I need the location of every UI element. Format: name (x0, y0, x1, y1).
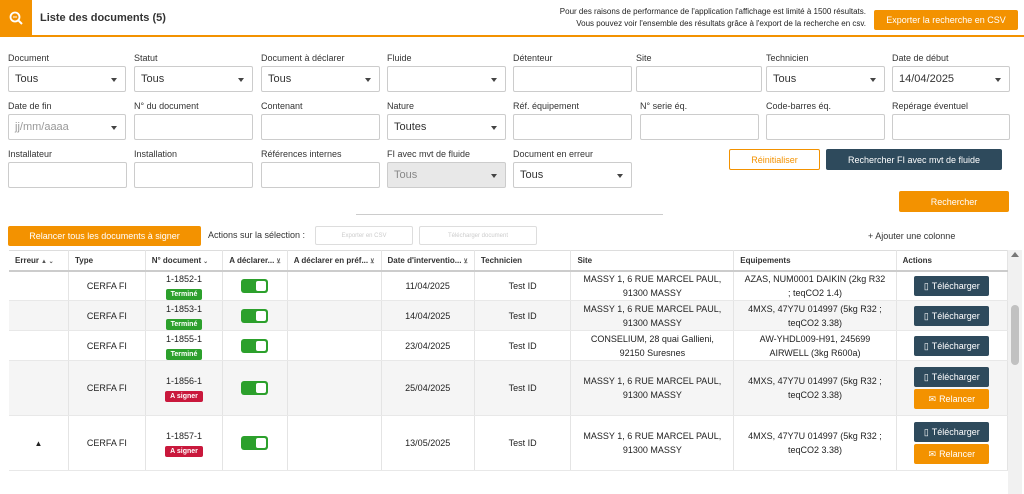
erreur-cell (9, 301, 69, 331)
search-button[interactable]: Rechercher (899, 191, 1009, 212)
site-cell: CONSELIUM, 28 quai Gallieni, 92150 Suresnes (571, 331, 734, 361)
doc-declarer-select[interactable]: Tous (261, 66, 380, 92)
site-input[interactable] (636, 66, 762, 92)
code-barres-input[interactable] (766, 114, 885, 140)
download-button[interactable]: ▯ Télécharger (914, 276, 989, 296)
equipements-cell: 4MXS, 47Y7U 014997 (5kg R32 ; teqCO2 3.38) (734, 301, 896, 331)
a-declarer-cell (223, 416, 287, 471)
document-select[interactable]: Tous (8, 66, 126, 92)
actions-cell (896, 301, 1007, 331)
performance-info: Pour des raisons de performance de l'application l'affichage est limité à 1500 résultats. Vous pouvez voir l'ensemble des résultats grâce à l'export de la recherche en csv. (559, 7, 866, 28)
num-document-label: N° du document (134, 101, 199, 111)
refs-internes-label: Références internes (261, 149, 342, 159)
status-badge: Terminé (166, 319, 203, 330)
a-declarer-cell (223, 361, 287, 416)
site-label: Site (636, 53, 652, 63)
num-document-cell (145, 416, 223, 471)
type-cell: CERFA FI (69, 271, 146, 301)
document-label: Document (8, 53, 50, 63)
num-serie-label: N° serie éq. (640, 101, 688, 111)
fi-mvt-select: Tous (387, 162, 506, 188)
chevron-down-icon[interactable]: ⌄ (203, 258, 209, 265)
fluide-label: Fluide (387, 53, 412, 63)
num-document-cell (145, 361, 223, 416)
technicien-cell: Test ID (474, 331, 571, 361)
date-fin-label: Date de fin (8, 101, 52, 111)
status-badge: A signer (165, 391, 203, 402)
download-icon: ▯ (923, 280, 929, 291)
installation-input[interactable] (134, 162, 253, 188)
table-header-row (9, 251, 1008, 271)
site-cell: MASSY 1, 6 RUE MARCEL PAUL, 91300 MASSY (571, 416, 734, 471)
actions-cell (896, 416, 1007, 471)
statut-label: Statut (134, 53, 158, 63)
col-date-intervention[interactable]: Date d'interventio... ⊻ (381, 251, 474, 271)
erreur-cell (9, 361, 69, 416)
erreur-cell (9, 416, 69, 471)
relancer-button[interactable]: ✉ Relancer (914, 389, 989, 409)
technicien-cell: Test ID (474, 416, 571, 471)
col-site[interactable]: Site (571, 251, 734, 271)
col-actions: Actions (896, 251, 1007, 271)
date-cell: 14/04/2025 (381, 301, 474, 331)
a-declarer-pref-cell (287, 416, 381, 471)
type-cell: CERFA FI (69, 331, 146, 361)
divider (356, 214, 663, 215)
download-icon: ▯ (923, 427, 929, 437)
doc-erreur-select[interactable]: Tous (513, 162, 632, 188)
a-declarer-toggle[interactable] (241, 309, 268, 323)
site-cell: MASSY 1, 6 RUE MARCEL PAUL, 91300 MASSY (571, 301, 734, 331)
num-serie-input[interactable] (640, 114, 759, 140)
installation-label: Installation (134, 149, 178, 159)
a-declarer-pref-cell (287, 271, 381, 301)
type-cell: CERFA FI (69, 301, 146, 331)
a-declarer-toggle[interactable] (241, 279, 268, 293)
type-cell: CERFA FI (69, 416, 146, 471)
download-button[interactable]: ▯ Télécharger (914, 367, 989, 387)
col-technicien[interactable]: Technicien (474, 251, 571, 271)
search-document-icon (0, 0, 32, 35)
date-cell: 13/05/2025 (381, 416, 474, 471)
status-badge: Terminé (166, 349, 203, 360)
warning-icon: ▲ (34, 438, 43, 448)
date-fin-input[interactable]: jj/mm/aaaa (8, 114, 126, 140)
erreur-cell (9, 331, 69, 361)
a-declarer-toggle[interactable] (241, 339, 268, 353)
a-declarer-toggle[interactable] (241, 436, 268, 450)
a-declarer-pref-cell (287, 301, 381, 331)
a-declarer-toggle[interactable] (241, 381, 268, 395)
actions-cell (896, 361, 1007, 416)
documents-table (9, 250, 1008, 471)
col-num-document[interactable]: N° document ⌄ (145, 251, 223, 271)
erreur-cell (9, 271, 69, 301)
detenteur-label: Détenteur (513, 53, 553, 63)
reperage-input[interactable] (892, 114, 1010, 140)
export-csv-button[interactable]: Exporter la recherche en CSV (874, 10, 1018, 30)
equipements-cell: 4MXS, 47Y7U 014997 (5kg R32 ; teqCO2 3.38) (734, 416, 896, 471)
filter-icon[interactable]: ⊻ (463, 258, 468, 265)
ref-equipement-input[interactable] (513, 114, 632, 140)
equipements-cell: AW-YHDL009-H91, 245699 AIRWELL (3kg R600a) (734, 331, 896, 361)
col-equipements[interactable]: Equipements (734, 251, 896, 271)
doc-declarer-label: Document à déclarer (261, 53, 345, 63)
technicien-cell: Test ID (474, 271, 571, 301)
num-document: 1-1853-1 (165, 303, 202, 314)
date-debut-label: Date de début (892, 53, 949, 63)
col-erreur[interactable]: Erreur ▲ ⌄ (9, 251, 69, 271)
add-column-link[interactable]: + Ajouter une colonne (868, 231, 956, 241)
reperage-label: Repérage éventuel (892, 101, 969, 111)
download-button[interactable]: ▯ Télécharger (914, 306, 989, 326)
date-cell: 23/04/2025 (381, 331, 474, 361)
a-declarer-pref-cell (287, 361, 381, 416)
table-row[interactable] (9, 331, 1008, 361)
export-selection-button[interactable]: Exporter en CSV (315, 226, 413, 245)
download-icon: ▯ (923, 310, 929, 321)
contenant-input[interactable] (261, 114, 380, 140)
download-selection-button[interactable]: Télécharger document (419, 226, 537, 245)
nature-select[interactable]: Toutes (387, 114, 506, 140)
status-badge: A signer (165, 446, 203, 457)
mail-icon: ✉ (928, 449, 937, 459)
scroll-thumb[interactable] (1011, 305, 1019, 365)
num-document-cell (145, 301, 223, 331)
num-document: 1-1857-1 (165, 431, 202, 441)
a-declarer-pref-cell (287, 331, 381, 361)
site-cell: MASSY 1, 6 RUE MARCEL PAUL, 91300 MASSY (571, 271, 734, 301)
detenteur-input[interactable] (513, 66, 632, 92)
ref-equipement-label: Réf. équipement (513, 101, 580, 111)
download-icon: ▯ (923, 340, 929, 351)
installateur-label: Installateur (8, 149, 53, 159)
actions-selection-label: Actions sur la sélection : (208, 230, 306, 240)
sort-icon[interactable]: ▲ ⌄ (41, 258, 54, 265)
date-cell: 25/04/2025 (381, 361, 474, 416)
num-document-cell (145, 331, 223, 361)
status-badge: Terminé (166, 289, 203, 300)
a-declarer-cell (223, 271, 287, 301)
technicien-label: Technicien (766, 53, 809, 63)
technicien-select[interactable]: Tous (766, 66, 885, 92)
date-cell: 11/04/2025 (381, 271, 474, 301)
col-type[interactable]: Type (69, 251, 146, 271)
contenant-label: Contenant (261, 101, 303, 111)
mail-icon: ✉ (928, 394, 937, 404)
col-a-declarer-pref[interactable]: A déclarer en préf... ⊻ (287, 251, 381, 271)
technicien-cell: Test ID (474, 301, 571, 331)
nature-label: Nature (387, 101, 415, 111)
type-cell: CERFA FI (69, 361, 146, 416)
download-icon: ▯ (923, 372, 929, 382)
scroll-up-icon[interactable] (1011, 252, 1019, 257)
filter-icon[interactable]: ⊻ (276, 258, 281, 265)
num-document-cell (145, 271, 223, 301)
a-declarer-cell (223, 331, 287, 361)
doc-erreur-label: Document en erreur (513, 149, 594, 159)
col-a-declarer[interactable]: A déclarer... ⊻ (223, 251, 287, 271)
reset-button[interactable]: Réinitialiser (729, 149, 820, 170)
fi-mvt-label: FI avec mvt de fluide (387, 149, 471, 159)
num-document-input[interactable] (134, 114, 253, 140)
download-button[interactable]: ▯ Télécharger (914, 336, 989, 356)
relancer-button[interactable]: ✉ Relancer (914, 444, 989, 464)
equipements-cell: 4MXS, 47Y7U 014997 (5kg R32 ; teqCO2 3.38) (734, 361, 896, 416)
table-row[interactable] (9, 271, 1008, 301)
actions-cell (896, 331, 1007, 361)
technicien-cell: Test ID (474, 361, 571, 416)
a-declarer-cell (223, 301, 287, 331)
filter-icon[interactable]: ⊻ (370, 258, 375, 265)
code-barres-label: Code-barres éq. (766, 101, 832, 111)
num-document: 1-1855-1 (165, 333, 202, 344)
equipements-cell: AZAS, NUM0001 DAIKIN (2kg R32 ; teqCO2 1.4) (734, 271, 896, 301)
statut-select[interactable]: Tous (134, 66, 253, 92)
installateur-input[interactable] (8, 162, 127, 188)
date-debut-input[interactable]: 14/04/2025 (892, 66, 1010, 92)
num-document: 1-1852-1 (165, 273, 202, 284)
scrollbar[interactable] (1008, 250, 1022, 494)
table-row[interactable] (9, 301, 1008, 331)
relancer-tous-button[interactable]: Relancer tous les documents à signer (8, 226, 201, 246)
refs-internes-input[interactable] (261, 162, 380, 188)
site-cell: MASSY 1, 6 RUE MARCEL PAUL, 91300 MASSY (571, 361, 734, 416)
fluide-select[interactable] (387, 66, 506, 92)
download-button[interactable]: ▯ Télécharger (914, 422, 989, 442)
table-row[interactable] (9, 361, 1008, 416)
page-title: Liste des documents (5) (40, 12, 166, 24)
num-document: 1-1856-1 (165, 376, 202, 386)
table-row[interactable] (9, 416, 1008, 471)
page-header (0, 0, 1024, 37)
actions-cell (896, 271, 1007, 301)
search-fi-mvt-button[interactable]: Rechercher FI avec mvt de fluide (826, 149, 1002, 170)
